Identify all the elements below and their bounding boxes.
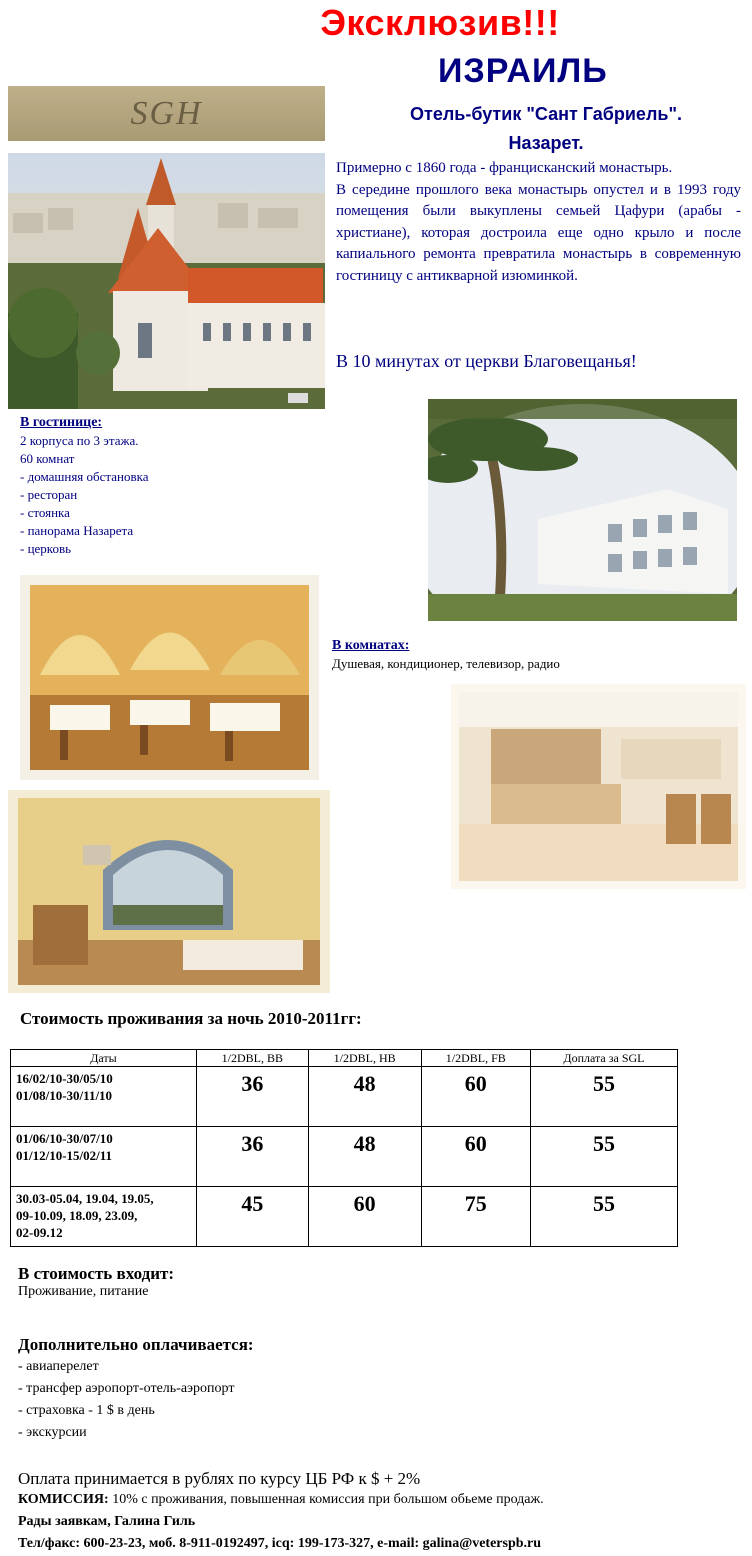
logo-text: SGH [130, 94, 203, 132]
history-paragraph-2: В середине прошлого века монастырь опустел и в 1993 году помещения были выкуплены семьей Цафури (арабы - христиане), которая достроила еще одно крыло и после капиального ремонта превратила монастырь в современную гостиницу с антикварной изюминкой. [336, 181, 741, 284]
extra-item: - страховка - 1 $ в день [18, 1403, 155, 1418]
extra-costs-title: Дополнительно оплачивается: [18, 1335, 254, 1354]
date-range: 02-09.12 [16, 1225, 63, 1240]
date-range: 30.03-05.04, 19.04, 19.05, [16, 1191, 154, 1206]
price-hb: 48 [308, 1067, 421, 1127]
included-section [18, 1264, 174, 1300]
price-sgl: 55 [530, 1067, 677, 1127]
feature-item: - церковь [20, 541, 72, 556]
column-header: 1/2DBL, FB [421, 1050, 530, 1067]
feature-item: - стоянка [20, 505, 70, 520]
hotel-history [336, 158, 741, 287]
lobby-photo [451, 684, 746, 889]
date-range: 16/02/10-30/05/10 [16, 1071, 113, 1086]
price-sgl: 55 [530, 1187, 677, 1247]
price-fb: 75 [421, 1187, 530, 1247]
table-header-row [11, 1050, 678, 1067]
table-row [11, 1187, 678, 1247]
price-hb: 60 [308, 1187, 421, 1247]
column-header: 1/2DBL, BB [197, 1050, 309, 1067]
price-sgl: 55 [530, 1127, 677, 1187]
dates-cell [11, 1187, 197, 1247]
monastery-photo [8, 153, 325, 409]
price-bb: 36 [197, 1127, 309, 1187]
dates-cell [11, 1127, 197, 1187]
commission-label: КОМИССИЯ: [18, 1492, 109, 1507]
price-table-title: Стоимость проживания за ночь 2010-2011гг: [20, 1009, 362, 1028]
commission-text: 10% с проживания, повышенная комиссия при большом обьеме продаж. [108, 1492, 544, 1507]
price-hb: 48 [308, 1127, 421, 1187]
table-row [11, 1127, 678, 1187]
column-header: 1/2DBL, HB [308, 1050, 421, 1067]
city-name: Назарет. [508, 133, 584, 153]
restaurant-photo [20, 575, 319, 780]
headline: Эксклюзив!!! [320, 2, 560, 43]
price-fb: 60 [421, 1067, 530, 1127]
extra-item: - экскурсии [18, 1425, 87, 1440]
contact-details: Тел/факс: 600-23-23, моб. 8-911-0192497, icq: 199-173-327, e-mail: galina@veterspb.ru [18, 1536, 542, 1551]
proximity-note: В 10 минутах от церкви Благовещанья! [336, 351, 637, 371]
hotel-logo [8, 86, 325, 141]
courtyard-photo [428, 399, 737, 621]
included-title: В стоимость входит: [18, 1264, 174, 1283]
extra-item: - авиаперелет [18, 1359, 99, 1374]
feature-item: - ресторан [20, 487, 78, 502]
date-range: 09-10.09, 18.09, 23.09, [16, 1208, 138, 1223]
feature-item: - домашняя обстановка [20, 469, 149, 484]
room-features [332, 637, 560, 673]
price-bb: 36 [197, 1067, 309, 1127]
feature-item: 60 комнат [20, 451, 75, 466]
payment-note: Оплата принимается в рублях по курсу ЦБ РФ к $ + 2% [18, 1469, 421, 1488]
hotel-name: Отель-бутик "Сант Габриель". [410, 104, 682, 124]
date-range: 01/08/10-30/11/10 [16, 1088, 113, 1103]
contact-name: Рады заявкам, Галина Гиль [18, 1514, 196, 1529]
hotel-features [20, 414, 149, 558]
price-bb: 45 [197, 1187, 309, 1247]
included-text: Проживание, питание [18, 1284, 149, 1299]
bedroom-photo [8, 790, 330, 993]
dates-cell [11, 1067, 197, 1127]
date-range: 01/12/10-15/02/11 [16, 1148, 113, 1163]
extra-item: - трансфер аэропорт-отель-аэропорт [18, 1381, 235, 1396]
price-table [10, 1049, 678, 1247]
room-features-description: Душевая, кондиционер, телевизор, радио [332, 656, 560, 671]
price-fb: 60 [421, 1127, 530, 1187]
room-features-title: В комнатах: [332, 638, 410, 653]
history-paragraph-1: Примерно с 1860 года - францисканский монастырь. [336, 160, 673, 176]
country-title: ИЗРАИЛЬ [438, 52, 608, 90]
commission-note [18, 1492, 544, 1508]
table-row [11, 1067, 678, 1127]
date-range: 01/06/10-30/07/10 [16, 1131, 113, 1146]
column-header: Доплата за SGL [530, 1050, 677, 1067]
feature-item: 2 корпуса по 3 этажа. [20, 433, 139, 448]
column-header: Даты [11, 1050, 197, 1067]
extra-costs-section [18, 1334, 254, 1444]
hotel-features-title: В гостинице: [20, 415, 103, 430]
feature-item: - панорама Назарета [20, 523, 134, 538]
